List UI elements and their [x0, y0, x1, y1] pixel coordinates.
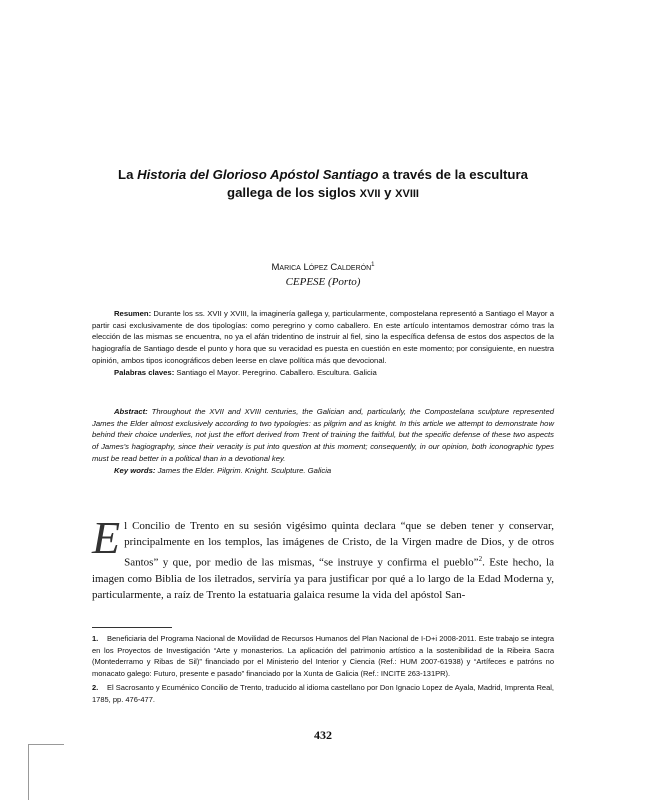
footnote-ref[interactable]: 2	[478, 554, 483, 563]
footnote-number: 1.	[92, 634, 99, 643]
title-italic: Historia del Glorioso Apóstol Santiago	[137, 167, 379, 182]
title-text: La	[118, 167, 138, 182]
resumen-text: Durante los ss. XVII y XVIII, la imaginería gallega y, particularmente, compostelana representó a Santiago el Mayor a partir casi exclusivamente de dos tipologías: como peregrino y como caballero. En este artículo intentamos demostrar cómo tras la elección de las mismas se encuentra, no ya el afán tridentino de instruir al fiel, sino la específica defensa de estos dos aspectos de la hagiografía de Santiago desde el punto y hora que su veracidad es puesta en cuestión en este momento; por consiguiente, en nuestra opinión, ambos tipos iconográficos deben leerse en clave política más que devocional.	[92, 309, 554, 365]
title-text: a través de la escultura	[378, 167, 528, 182]
page-number: 432	[314, 728, 332, 742]
body-paragraph: . Este hecho, la imagen como Biblia de los iletrados, serviría ya para justificar por qué a lo largo de la Edad Moderna y, particularmente, a raíz de Trento la estatuaria galaica resume la vida del apóstol San-	[92, 556, 554, 601]
keywords-en-label: Key words:	[114, 465, 156, 475]
keywords-en-text: James the Elder. Pilgrim. Knight. Sculpture. Galicia	[155, 465, 332, 475]
author-name: Marica López Calderón	[271, 262, 372, 274]
abstract-block	[92, 406, 554, 476]
footnote-text: El Sacrosanto y Ecuménico Concilio de Trento, traducido al idioma castellano por Don Ignacio Lopez de Ayala, Madrid, Imprenta Real, 1785, pp. 476-477.	[92, 683, 554, 704]
body-paragraph: l Concilio de Trento en su sesión vigésimo quinta declara “que se deben tener y conservar, principalmente en los templos, las imágenes de Cristo, de la Virgen madre de Dios, y de otros Santos” y que, por medio de las mismas, “se instruye y confirma el pueblo”	[124, 520, 554, 569]
abstract-label: Abstract:	[114, 407, 148, 416]
title-text: gallega de los siglos	[227, 185, 360, 200]
footnote-divider	[92, 627, 172, 628]
abstract-text: Throughout the XVII and XVIII centuries, the Galician and, particularly, the Compostelana sculpture represented James the Elder almost exclusively according to two typologies: as pilgrim and as knight. In this article we attempt to demonstrate how behind their choice underlies, not just the effort derived from Trent of training the faithful, but the specific defense of these two aspects of James's hagiography, since their veracity is put into question at this moment; consequently, in our opinion, both iconographic types must be read better in a political than in a devotional key.	[92, 407, 554, 463]
title-text: y	[380, 185, 396, 200]
crop-mark	[28, 744, 29, 800]
author	[100, 262, 546, 273]
keywords-text: Santiago el Mayor. Peregrino. Caballero. Escultura. Galicia	[174, 367, 377, 377]
title-century: XVIII	[395, 188, 419, 200]
crop-mark	[28, 744, 64, 745]
resumen-label: Resumen:	[114, 309, 152, 318]
body-text	[92, 512, 554, 603]
drop-cap: E	[92, 512, 121, 563]
resumen-block	[92, 308, 554, 378]
article-title	[100, 166, 546, 203]
keywords-label: Palabras claves:	[114, 367, 175, 377]
footnote-1	[92, 633, 554, 679]
title-century: XVII	[359, 188, 381, 200]
footnote-2	[92, 682, 554, 705]
institution: CEPESE (Porto)	[285, 276, 361, 288]
footnotes	[92, 633, 554, 709]
author-footnote-ref[interactable]: 1	[371, 262, 375, 268]
footnote-number: 2.	[92, 683, 99, 693]
footnote-text: Beneficiaria del Programa Nacional de Movilidad de Recursos Humanos del Plan Nacional de I-D+i 2008-2011. Este trabajo se integra en los Proyectos de Investigación “Arte y monasterios. La aplicación del patrimonio artístico a la sostenibilidad de la Ribeira Sacra (Montederramo y Ribas de Sil)” financiado por el Ministerio del Interior y Ciencia (Ref.: HUM 2007-61938) y “Artífeces e patróns no monacato galego: Futuro, presente e pasado” financiado por la Xunta de Galicia (Ref.: INCITE 263-131PR).	[92, 634, 554, 678]
